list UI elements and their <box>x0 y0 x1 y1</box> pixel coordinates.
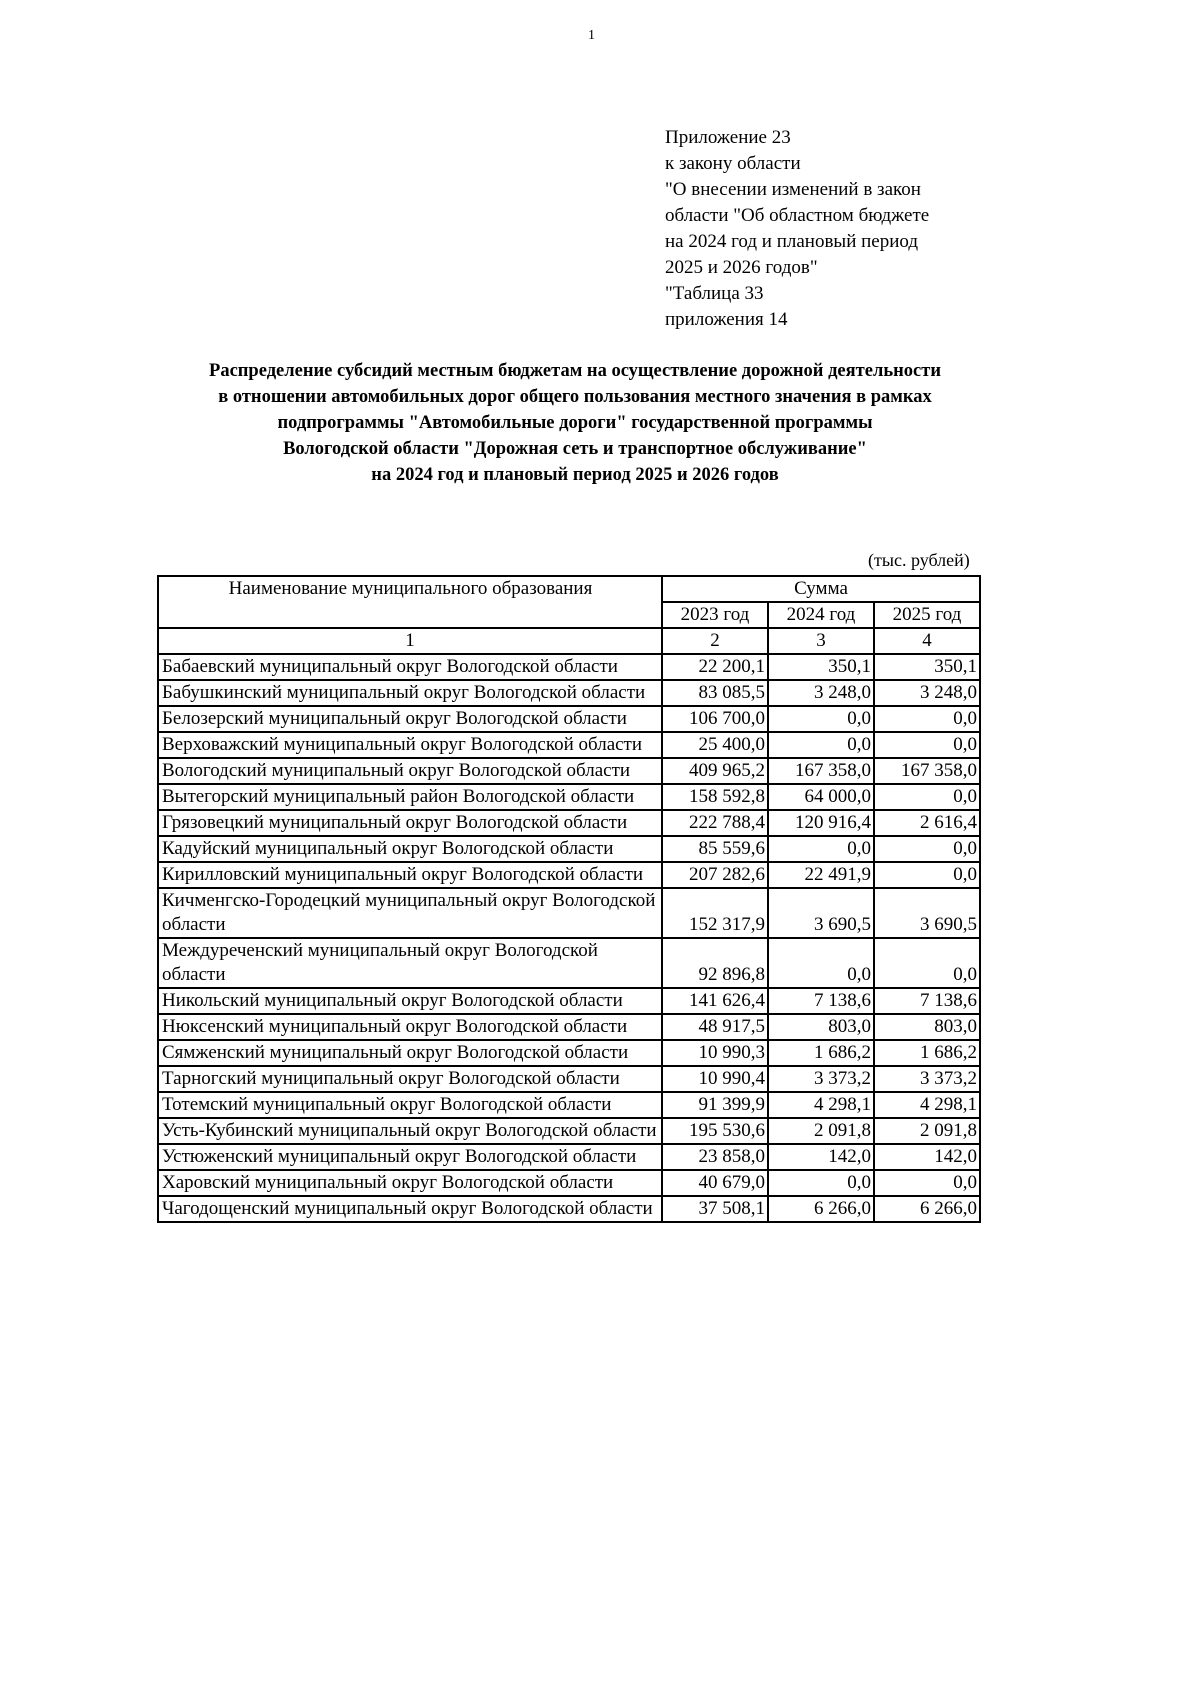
table-row <box>158 938 980 988</box>
amount-cell: 195 530,6 <box>662 1118 768 1144</box>
amount-cell: 167 358,0 <box>874 758 980 784</box>
amount-cell: 85 559,6 <box>662 836 768 862</box>
subsidy-table <box>157 575 981 1223</box>
municipality-name: Кирилловский муниципальный округ Вологодской области <box>158 862 662 888</box>
amount-cell: 2 091,8 <box>874 1118 980 1144</box>
amount-cell: 152 317,9 <box>662 888 768 938</box>
title-line: Распределение субсидий местным бюджетам на осуществление дорожной деятельности <box>209 361 941 381</box>
table-row <box>158 988 980 1014</box>
municipality-name: Верховажский муниципальный округ Вологодской области <box>158 732 662 758</box>
table-row <box>158 1092 980 1118</box>
appendix-line: области "Об областном бюджете <box>665 205 930 226</box>
amount-cell: 22 491,9 <box>768 862 874 888</box>
header-row <box>158 576 980 602</box>
amount-cell: 10 990,3 <box>662 1040 768 1066</box>
amount-cell: 40 679,0 <box>662 1170 768 1196</box>
table-row <box>158 680 980 706</box>
amount-cell: 0,0 <box>874 1170 980 1196</box>
municipality-name: Харовский муниципальный округ Вологодской области <box>158 1170 662 1196</box>
table-row <box>158 1170 980 1196</box>
col-number: 4 <box>874 628 980 654</box>
amount-cell: 2 091,8 <box>768 1118 874 1144</box>
amount-cell: 158 592,8 <box>662 784 768 810</box>
municipality-name: Кичменгско-Городецкий муниципальный округ Вологодской области <box>158 888 662 938</box>
col-number: 1 <box>158 628 662 654</box>
table-row <box>158 784 980 810</box>
municipality-name: Бабаевский муниципальный округ Вологодской области <box>158 654 662 680</box>
table-row <box>158 862 980 888</box>
municipality-name: Бабушкинский муниципальный округ Вологодской области <box>158 680 662 706</box>
title-line: на 2024 год и плановый период 2025 и 2026 годов <box>371 465 779 485</box>
table-row <box>158 1014 980 1040</box>
amount-cell: 92 896,8 <box>662 938 768 988</box>
document-title <box>160 358 990 488</box>
appendix-line: приложения 14 <box>665 309 788 330</box>
amount-cell: 0,0 <box>874 938 980 988</box>
municipality-name: Грязовецкий муниципальный округ Вологодской области <box>158 810 662 836</box>
table-row <box>158 1118 980 1144</box>
amount-cell: 2 616,4 <box>874 810 980 836</box>
amount-cell: 803,0 <box>874 1014 980 1040</box>
amount-cell: 6 266,0 <box>874 1196 980 1222</box>
amount-cell: 64 000,0 <box>768 784 874 810</box>
amount-cell: 37 508,1 <box>662 1196 768 1222</box>
header-year: 2025 год <box>874 602 980 628</box>
amount-cell: 409 965,2 <box>662 758 768 784</box>
amount-cell: 4 298,1 <box>768 1092 874 1118</box>
header-name: Наименование муниципального образования <box>158 576 662 628</box>
amount-cell: 6 266,0 <box>768 1196 874 1222</box>
amount-cell: 142,0 <box>768 1144 874 1170</box>
table-row <box>158 1196 980 1222</box>
appendix-line: "Таблица 33 <box>665 283 764 304</box>
amount-cell: 91 399,9 <box>662 1092 768 1118</box>
col-number: 3 <box>768 628 874 654</box>
municipality-name: Вологодский муниципальный округ Вологодской области <box>158 758 662 784</box>
municipality-name: Нюксенский муниципальный округ Вологодской области <box>158 1014 662 1040</box>
amount-cell: 142,0 <box>874 1144 980 1170</box>
table-row <box>158 1066 980 1092</box>
amount-cell: 1 686,2 <box>874 1040 980 1066</box>
table-row <box>158 836 980 862</box>
title-line: в отношении автомобильных дорог общего пользования местного значения в рамках <box>218 387 932 407</box>
amount-cell: 7 138,6 <box>768 988 874 1014</box>
appendix-line: на 2024 год и плановый период <box>665 231 919 252</box>
appendix-note <box>665 125 929 333</box>
amount-cell: 3 690,5 <box>874 888 980 938</box>
amount-cell: 167 358,0 <box>768 758 874 784</box>
amount-cell: 803,0 <box>768 1014 874 1040</box>
header-sum: Сумма <box>662 576 980 602</box>
amount-cell: 141 626,4 <box>662 988 768 1014</box>
amount-cell: 7 138,6 <box>874 988 980 1014</box>
amount-cell: 0,0 <box>874 862 980 888</box>
amount-cell: 3 248,0 <box>874 680 980 706</box>
municipality-name: Междуреченский муниципальный округ Вологодской области <box>158 938 662 988</box>
amount-cell: 3 373,2 <box>874 1066 980 1092</box>
municipality-name: Тотемский муниципальный округ Вологодской области <box>158 1092 662 1118</box>
amount-cell: 106 700,0 <box>662 706 768 732</box>
units-label: (тыс. рублей) <box>868 550 970 570</box>
table-row <box>158 1144 980 1170</box>
municipality-name: Сямженский муниципальный округ Вологодской области <box>158 1040 662 1066</box>
table-row <box>158 654 980 680</box>
header-year: 2023 год <box>662 602 768 628</box>
amount-cell: 350,1 <box>768 654 874 680</box>
table-row <box>158 810 980 836</box>
amount-cell: 120 916,4 <box>768 810 874 836</box>
municipality-name: Кадуйский муниципальный округ Вологодской области <box>158 836 662 862</box>
amount-cell: 0,0 <box>874 732 980 758</box>
municipality-name: Тарногский муниципальный округ Вологодской области <box>158 1066 662 1092</box>
municipality-name: Чагодощенский муниципальный округ Вологодской области <box>158 1196 662 1222</box>
table-row <box>158 758 980 784</box>
municipality-name: Вытегорский муниципальный район Вологодской области <box>158 784 662 810</box>
amount-cell: 222 788,4 <box>662 810 768 836</box>
municipality-name: Белозерский муниципальный округ Вологодской области <box>158 706 662 732</box>
page-number: 1 <box>588 28 595 43</box>
amount-cell: 0,0 <box>768 938 874 988</box>
amount-cell: 3 690,5 <box>768 888 874 938</box>
amount-cell: 1 686,2 <box>768 1040 874 1066</box>
appendix-line: "О внесении изменений в закон <box>665 179 921 200</box>
amount-cell: 0,0 <box>874 836 980 862</box>
amount-cell: 10 990,4 <box>662 1066 768 1092</box>
municipality-name: Устюженский муниципальный округ Вологодской области <box>158 1144 662 1170</box>
amount-cell: 22 200,1 <box>662 654 768 680</box>
appendix-line: 2025 и 2026 годов" <box>665 257 818 278</box>
amount-cell: 23 858,0 <box>662 1144 768 1170</box>
title-line: подпрограммы "Автомобильные дороги" государственной программы <box>277 413 873 433</box>
table-row <box>158 732 980 758</box>
amount-cell: 0,0 <box>874 784 980 810</box>
amount-cell: 0,0 <box>768 706 874 732</box>
amount-cell: 3 248,0 <box>768 680 874 706</box>
amount-cell: 0,0 <box>874 706 980 732</box>
amount-cell: 0,0 <box>768 836 874 862</box>
amount-cell: 0,0 <box>768 1170 874 1196</box>
column-numbers-row <box>158 628 980 654</box>
municipality-name: Усть-Кубинский муниципальный округ Вологодской области <box>158 1118 662 1144</box>
municipality-name: Никольский муниципальный округ Вологодской области <box>158 988 662 1014</box>
amount-cell: 207 282,6 <box>662 862 768 888</box>
title-line: Вологодской области "Дорожная сеть и транспортное обслуживание" <box>283 439 867 459</box>
amount-cell: 4 298,1 <box>874 1092 980 1118</box>
appendix-line: Приложение 23 <box>665 127 791 148</box>
amount-cell: 3 373,2 <box>768 1066 874 1092</box>
amount-cell: 25 400,0 <box>662 732 768 758</box>
amount-cell: 0,0 <box>768 732 874 758</box>
appendix-line: к закону области <box>665 153 801 174</box>
amount-cell: 350,1 <box>874 654 980 680</box>
table-row <box>158 1040 980 1066</box>
col-number: 2 <box>662 628 768 654</box>
amount-cell: 48 917,5 <box>662 1014 768 1040</box>
amount-cell: 83 085,5 <box>662 680 768 706</box>
header-year: 2024 год <box>768 602 874 628</box>
table-row <box>158 706 980 732</box>
table-row <box>158 888 980 938</box>
